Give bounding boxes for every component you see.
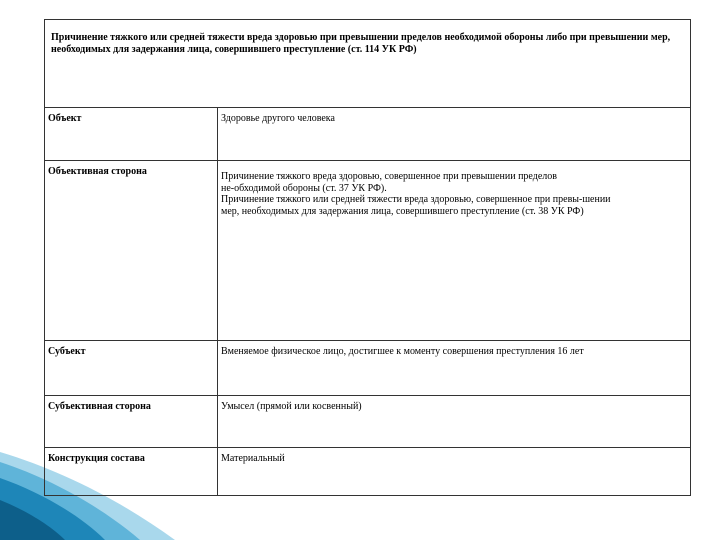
- row-label-construction: Конструкция состава: [45, 448, 218, 496]
- row-label-subject: Субъект: [45, 341, 218, 396]
- row-label-subjective-side: Субъективная сторона: [45, 396, 218, 448]
- article-114-table: [44, 19, 691, 496]
- value-line: мер, необходимых для задержания лица, совершившего преступление (ст. 38 УК РФ): [221, 205, 584, 217]
- table-header-row: [45, 20, 691, 108]
- row-value-object: [218, 108, 691, 161]
- value-line: Причинение тяжкого или средней тяжести вреда здоровью, совершенное при превы-шении: [221, 194, 611, 205]
- row-value-construction: [218, 448, 691, 496]
- value-line: Материальный: [221, 453, 285, 464]
- table-row-subjective-side: [45, 396, 691, 448]
- row-value-subject: [218, 341, 691, 396]
- row-label-object: Объект: [45, 108, 218, 161]
- value-line: Умысел (прямой или косвенный): [221, 401, 362, 412]
- value-line: Вменяемое физическое лицо, достигшее к моменту совершения преступления 16 лет: [221, 346, 584, 357]
- table-title: Причинение тяжкого или средней тяжести вреда здоровью при превышении пределов необходимой обороны либо при превышении мер, необходимых для задержания лица, совершившего преступление (ст. 114 УК РФ): [45, 20, 691, 108]
- row-value-subjective-side: [218, 396, 691, 448]
- row-label-objective-side: Объективная сторона: [45, 161, 218, 341]
- value-line: Причинение тяжкого вреда здоровью, совершенное при превышении пределов: [221, 171, 557, 182]
- table-row-subject: [45, 341, 691, 396]
- value-line: не-обходимой обороны (ст. 37 УК РФ).: [221, 182, 387, 194]
- table-row-objective-side: [45, 161, 691, 341]
- value-line: Здоровье другого человека: [221, 113, 335, 124]
- table-row-construction: [45, 448, 691, 496]
- row-value-objective-side: [218, 161, 691, 341]
- table-row-object: [45, 108, 691, 161]
